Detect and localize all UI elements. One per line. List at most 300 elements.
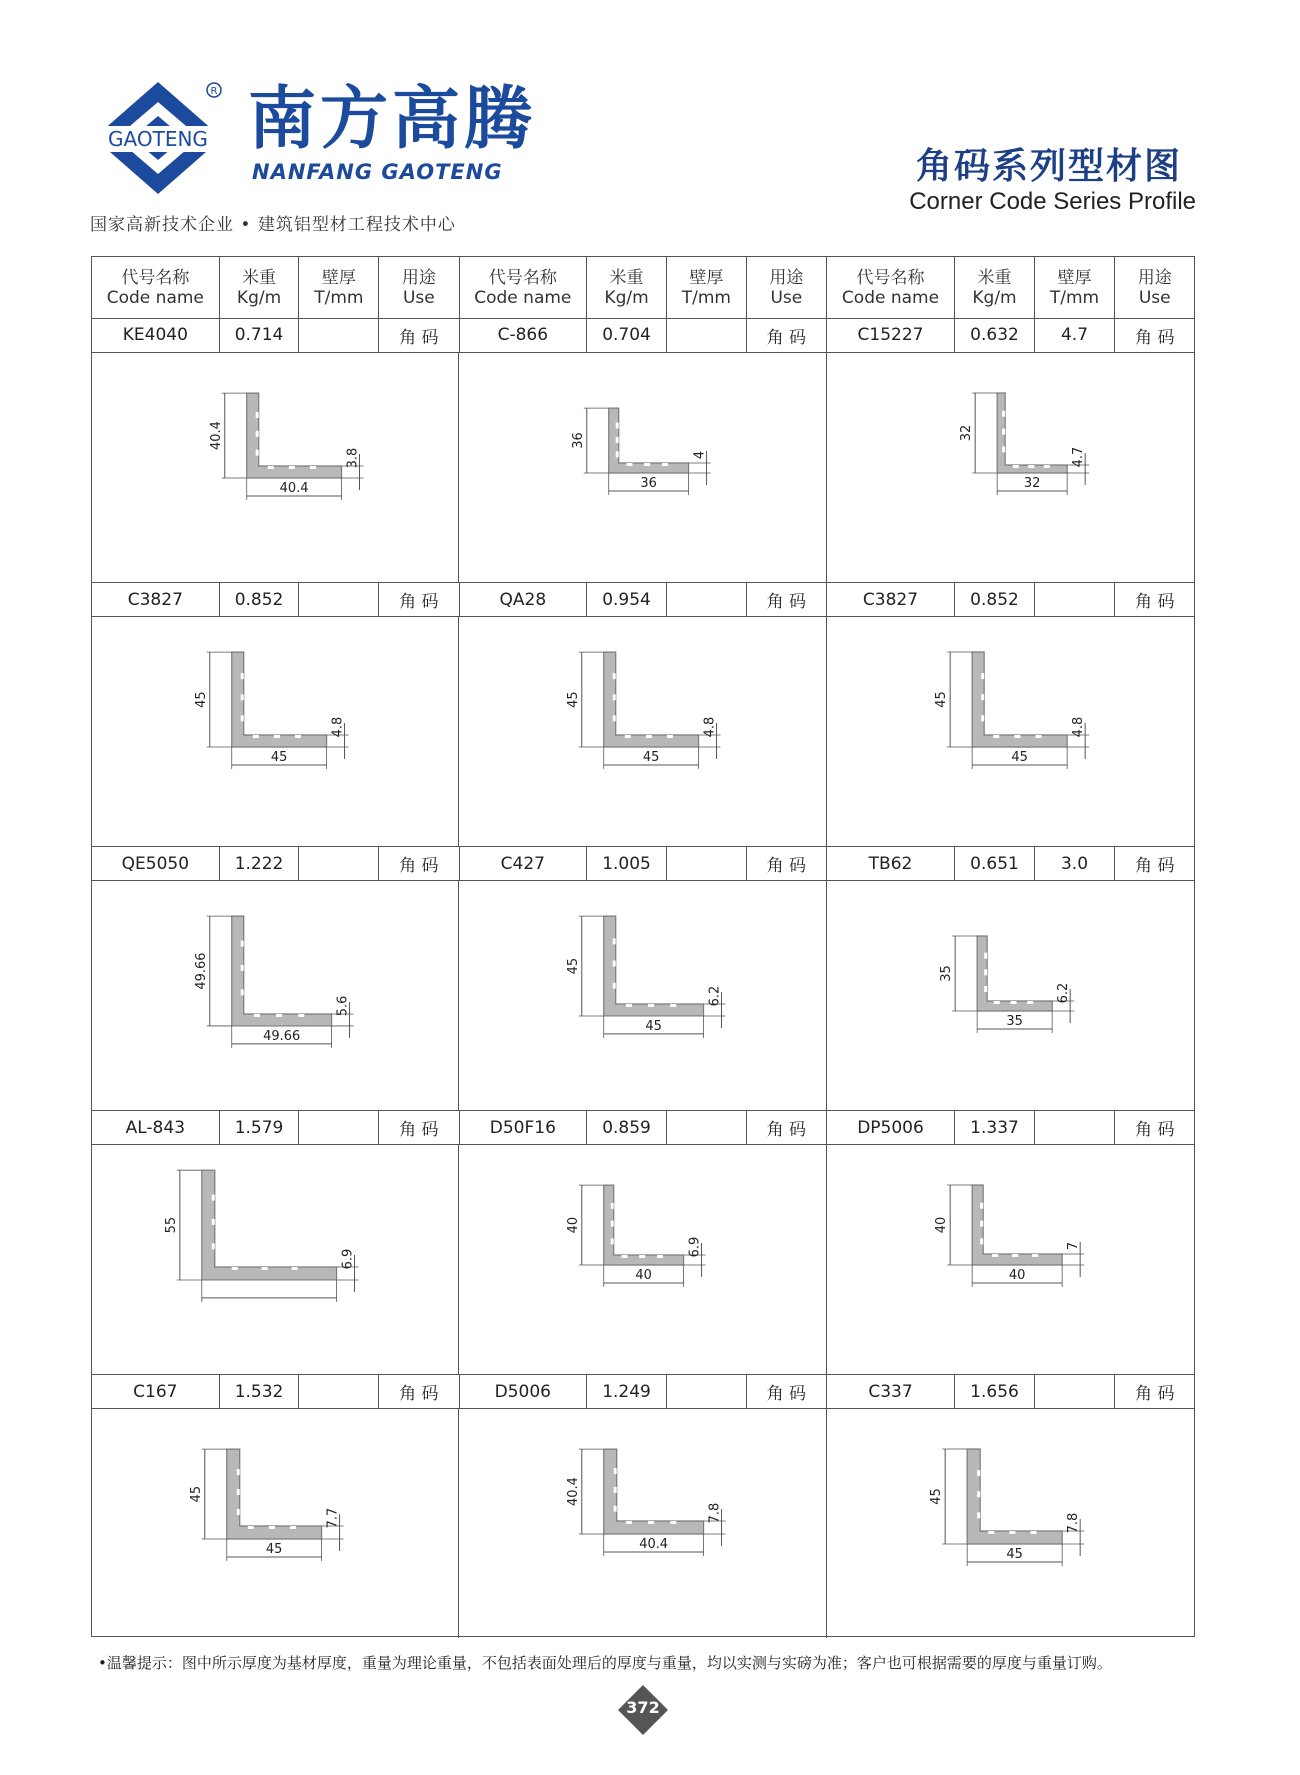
- groove-mark: [993, 735, 999, 738]
- groove-mark: [256, 431, 259, 437]
- use-value: 角 码: [399, 1120, 439, 1140]
- code-name: AL-843: [92, 1111, 220, 1144]
- header-use: [379, 257, 458, 318]
- header-thickness-line: 壁厚: [1057, 267, 1092, 288]
- groove-mark: [256, 412, 259, 418]
- code-name: C3827: [92, 583, 220, 616]
- height-label: 35: [938, 965, 954, 982]
- header-use-line: Use: [1138, 287, 1171, 308]
- profile-row: [92, 318, 1194, 582]
- groove-mark: [310, 466, 316, 469]
- code-name: C337: [827, 1375, 955, 1408]
- svg-text:R: R: [210, 86, 218, 97]
- drawing-row: [92, 881, 1194, 1110]
- header-name: [827, 257, 955, 318]
- weight-value: 1.222: [220, 847, 300, 880]
- header-weight-line: Kg/m: [236, 287, 282, 308]
- code-name: C-866: [460, 318, 588, 352]
- l-profile-shape: [227, 1449, 322, 1539]
- code-name: D50F16: [460, 1111, 588, 1144]
- groove-mark: [298, 1014, 304, 1017]
- thickness-value: 3.0: [1035, 847, 1115, 880]
- groove-mark: [977, 1470, 980, 1476]
- use-value: 角 码: [399, 856, 439, 876]
- weight-value: 1.249: [587, 1375, 667, 1408]
- angle-profile-drawing: [827, 353, 1194, 582]
- thickness-value: [299, 583, 379, 616]
- logo-text: GAOTENG: [108, 127, 208, 151]
- angle-profile-drawing: [459, 1409, 825, 1638]
- groove-mark: [241, 715, 244, 721]
- profile-drawing: [459, 353, 826, 582]
- groove-mark: [613, 983, 616, 989]
- groove-mark: [290, 1526, 296, 1529]
- width-label: 40: [1008, 1268, 1026, 1283]
- header-name-line: 代号名称: [856, 267, 925, 288]
- header-thickness: [667, 257, 747, 318]
- groove-mark: [232, 1267, 238, 1270]
- groove-mark: [1002, 429, 1005, 435]
- use-value: 角 码: [1135, 856, 1175, 876]
- groove-mark: [268, 466, 274, 469]
- groove-mark: [616, 423, 619, 429]
- angle-profile-drawing: [827, 1145, 1194, 1374]
- groove-mark: [1032, 1254, 1038, 1257]
- header-use-line: 用途: [401, 267, 436, 288]
- width-label: 45: [265, 1541, 283, 1557]
- height-label: 45: [933, 691, 949, 708]
- width-label: 40: [635, 1267, 653, 1283]
- header-weight-line: Kg/m: [604, 287, 649, 308]
- profile-drawing: [827, 617, 1194, 846]
- header-name-line: Code name: [841, 287, 940, 308]
- header-name-line: Code name: [474, 287, 572, 308]
- groove-mark: [237, 1509, 240, 1515]
- thickness-label: 6.2: [707, 985, 723, 1007]
- profile-catalog-table: [91, 256, 1195, 1637]
- groove-mark: [1043, 465, 1049, 468]
- height-label: 40: [566, 1216, 582, 1234]
- code-name: C3827: [827, 583, 955, 616]
- thickness-label: 7.7: [325, 1507, 341, 1529]
- groove-mark: [269, 1526, 275, 1529]
- groove-mark: [645, 463, 651, 466]
- weight-value: 0.859: [587, 1111, 667, 1144]
- groove-mark: [254, 1014, 260, 1017]
- groove-mark: [1012, 465, 1018, 468]
- spec-row: [92, 846, 1194, 881]
- header-thickness-line: T/mm: [314, 287, 364, 308]
- header-name-line: 代号名称: [121, 267, 190, 288]
- l-profile-shape: [232, 916, 332, 1026]
- drawing-row: [92, 617, 1194, 846]
- height-label: 45: [188, 1485, 204, 1503]
- brand-name-en: NANFANG GAOTENG: [252, 160, 503, 184]
- angle-profile-drawing: [92, 1409, 458, 1638]
- groove-mark: [292, 1267, 298, 1270]
- groove-mark: [613, 694, 616, 700]
- groove-mark: [981, 715, 984, 721]
- groove-mark: [616, 451, 619, 457]
- groove-mark: [241, 941, 244, 947]
- code-name: KE4040: [92, 318, 220, 352]
- header-use: [747, 257, 826, 318]
- angle-profile-drawing: [92, 881, 458, 1110]
- width-label: 45: [645, 1018, 663, 1034]
- header-thickness: [299, 257, 379, 318]
- angle-profile-drawing: [92, 1145, 458, 1374]
- l-profile-shape: [997, 393, 1067, 473]
- header-name: [460, 257, 588, 318]
- weight-value: 1.532: [220, 1375, 300, 1408]
- thickness-value: [667, 1375, 747, 1408]
- header-use-line: 用途: [1137, 267, 1172, 288]
- spec-row: [92, 318, 1194, 353]
- groove-mark: [981, 673, 984, 679]
- thickness-value: [1035, 583, 1115, 616]
- profile-row: [92, 846, 1194, 1110]
- groove-mark: [1014, 735, 1020, 738]
- code-name: DP5006: [827, 1111, 955, 1144]
- profile-drawing: [92, 1409, 459, 1638]
- header-thickness-line: 壁厚: [689, 267, 724, 288]
- groove-mark: [256, 450, 259, 456]
- groove-mark: [625, 735, 631, 738]
- groove-mark: [237, 1469, 240, 1475]
- thickness-label: 7: [1065, 1241, 1081, 1251]
- groove-mark: [626, 1521, 632, 1524]
- l-profile-shape: [247, 393, 342, 478]
- code-name: TB62: [827, 847, 955, 880]
- l-profile-shape: [232, 652, 327, 747]
- header-weight: [220, 257, 300, 318]
- groove-mark: [981, 694, 984, 700]
- thickness-value: [299, 318, 379, 352]
- l-profile-shape: [604, 1185, 684, 1265]
- weight-value: 0.954: [587, 583, 667, 616]
- groove-mark: [980, 1221, 983, 1227]
- groove-mark: [212, 1243, 215, 1249]
- header-use-line: Use: [770, 287, 803, 308]
- groove-mark: [640, 1255, 646, 1258]
- groove-mark: [992, 1254, 998, 1257]
- groove-mark: [1010, 1001, 1016, 1004]
- profile-row: [92, 582, 1194, 846]
- groove-mark: [977, 1491, 980, 1497]
- thickness-value: [667, 847, 747, 880]
- thickness-label: 6.9: [687, 1236, 703, 1258]
- angle-profile-drawing: [459, 881, 825, 1110]
- angle-profile-drawing: [459, 617, 825, 846]
- l-profile-shape: [604, 916, 704, 1016]
- height-label: 45: [928, 1488, 944, 1505]
- code-name: C427: [460, 847, 588, 880]
- weight-value: 0.651: [955, 847, 1035, 880]
- thickness-value: [667, 318, 747, 352]
- height-label: 45: [193, 691, 209, 708]
- profile-drawing: [827, 881, 1194, 1110]
- groove-mark: [980, 1238, 983, 1244]
- weight-value: 0.852: [955, 583, 1035, 616]
- profile-row: [92, 1110, 1194, 1374]
- groove-mark: [648, 1004, 654, 1007]
- groove-mark: [988, 1531, 994, 1534]
- use-value: 角 码: [1135, 1120, 1175, 1140]
- header-use-line: Use: [402, 287, 435, 308]
- groove-mark: [613, 961, 616, 967]
- height-label: 40: [933, 1216, 949, 1234]
- thickness-value: [299, 1111, 379, 1144]
- height-label: 36: [571, 432, 587, 449]
- groove-mark: [616, 437, 619, 443]
- width-label: 45: [643, 749, 660, 765]
- code-name: QE5050: [92, 847, 220, 880]
- groove-mark: [1030, 1531, 1036, 1534]
- spec-row: [92, 1374, 1194, 1409]
- header-name-line: Code name: [106, 287, 204, 308]
- groove-mark: [614, 1468, 617, 1474]
- weight-value: 1.337: [955, 1111, 1035, 1144]
- header-weight-line: 米重: [977, 267, 1012, 288]
- groove-mark: [212, 1219, 215, 1225]
- groove-mark: [295, 735, 301, 738]
- width-label: 45: [1006, 1547, 1023, 1562]
- groove-mark: [289, 466, 295, 469]
- header-thickness-line: T/mm: [1049, 287, 1100, 308]
- header-thickness-line: 壁厚: [321, 267, 356, 288]
- use-value: 角 码: [766, 1120, 807, 1140]
- width-label: 36: [640, 475, 658, 491]
- l-profile-shape: [972, 652, 1067, 747]
- groove-mark: [274, 735, 280, 738]
- groove-mark: [671, 1004, 677, 1007]
- groove-mark: [977, 1512, 980, 1518]
- height-label: 45: [566, 957, 582, 975]
- use-value: 角 码: [399, 1384, 439, 1404]
- groove-mark: [980, 1203, 983, 1209]
- profile-drawing: [459, 617, 826, 846]
- groove-mark: [984, 953, 987, 959]
- groove-mark: [1035, 735, 1041, 738]
- use-value: 角 码: [399, 327, 439, 348]
- groove-mark: [241, 989, 244, 995]
- profile-drawing: [827, 1145, 1194, 1374]
- width-label: 45: [1011, 750, 1028, 765]
- height-label: 32: [958, 424, 974, 442]
- groove-mark: [1028, 465, 1034, 468]
- code-name: C167: [92, 1375, 220, 1408]
- drawing-row: [92, 1145, 1194, 1374]
- groove-mark: [671, 1521, 677, 1524]
- groove-mark: [993, 1001, 999, 1004]
- thickness-label: 4: [692, 450, 708, 460]
- thickness-label: 4.8: [702, 716, 718, 738]
- groove-mark: [648, 1521, 654, 1524]
- spec-row: [92, 1110, 1194, 1145]
- width-label: 35: [1006, 1014, 1023, 1029]
- header-weight: [955, 257, 1035, 318]
- groove-mark: [611, 1238, 614, 1244]
- width-label: 40.4: [639, 1536, 669, 1552]
- groove-mark: [662, 463, 668, 466]
- profile-drawing: [459, 1409, 826, 1638]
- thickness-label: 3.8: [345, 447, 361, 469]
- l-profile-shape: [604, 652, 699, 747]
- groove-mark: [622, 1255, 628, 1258]
- l-profile-shape: [977, 936, 1052, 1011]
- header-weight-line: 米重: [609, 267, 644, 288]
- page-subtitle: Corner Code Series Profile: [909, 188, 1196, 215]
- code-name: C15227: [827, 318, 955, 352]
- height-label: 45: [566, 691, 582, 708]
- thickness-value: 4.7: [1035, 318, 1115, 352]
- use-value: 角 码: [766, 592, 807, 612]
- tagline: 国家高新技术企业 • 建筑铝型材工程技术中心: [90, 215, 456, 235]
- angle-profile-drawing: [827, 1409, 1194, 1638]
- header-weight-line: 米重: [242, 267, 277, 288]
- header-thickness-line: T/mm: [681, 287, 731, 308]
- height-label: 40.4: [566, 1477, 582, 1507]
- width-label: 40.4: [279, 480, 309, 496]
- angle-profile-drawing: [827, 881, 1194, 1110]
- use-value: 角 码: [1135, 1384, 1175, 1404]
- groove-mark: [241, 965, 244, 971]
- groove-mark: [262, 1267, 268, 1270]
- groove-mark: [1002, 446, 1005, 452]
- profile-drawing: [92, 353, 459, 582]
- groove-mark: [613, 938, 616, 944]
- groove-mark: [1009, 1531, 1015, 1534]
- angle-profile-drawing: [827, 617, 1194, 846]
- groove-mark: [613, 715, 616, 721]
- thickness-value: [667, 583, 747, 616]
- header-use: [1115, 257, 1195, 318]
- use-value: 角 码: [766, 856, 807, 876]
- header-name-line: 代号名称: [488, 267, 557, 288]
- profile-drawing: [827, 353, 1194, 582]
- weight-value: 0.632: [955, 318, 1035, 352]
- groove-mark: [1027, 1001, 1033, 1004]
- thickness-label: 4.8: [330, 716, 346, 738]
- thickness-label: 4.7: [1070, 446, 1086, 468]
- angle-profile-drawing: [459, 353, 825, 582]
- header-thickness: [1035, 257, 1115, 318]
- thickness-value: [1035, 1375, 1115, 1408]
- thickness-label: 4.8: [1070, 716, 1086, 738]
- groove-mark: [614, 1506, 617, 1512]
- groove-mark: [657, 1255, 663, 1258]
- weight-value: 0.852: [220, 583, 300, 616]
- groove-mark: [984, 969, 987, 975]
- use-value: 角 码: [766, 327, 807, 348]
- header-weight-line: Kg/m: [972, 287, 1017, 308]
- drawing-row: [92, 1409, 1194, 1638]
- groove-mark: [248, 1526, 254, 1529]
- width-label: 49.66: [263, 1028, 301, 1044]
- groove-mark: [212, 1195, 215, 1201]
- use-value: 角 码: [766, 1384, 807, 1404]
- header-use-line: 用途: [769, 267, 804, 288]
- weight-value: 1.005: [587, 847, 667, 880]
- height-label: 40.4: [208, 421, 224, 451]
- groove-mark: [667, 735, 673, 738]
- code-name: QA28: [460, 583, 588, 616]
- groove-mark: [646, 735, 652, 738]
- groove-mark: [614, 1487, 617, 1493]
- groove-mark: [237, 1489, 240, 1495]
- header-weight: [587, 257, 667, 318]
- profile-drawing: [459, 881, 826, 1110]
- profile-drawing: [92, 881, 459, 1110]
- width-label: 45: [270, 749, 288, 765]
- thickness-label: 7.8: [707, 1502, 723, 1524]
- page-title: 角码系列型材图: [915, 146, 1182, 187]
- weight-value: 0.704: [587, 318, 667, 352]
- groove-mark: [241, 673, 244, 679]
- width-label: 32: [1023, 476, 1041, 491]
- groove-mark: [611, 1221, 614, 1227]
- weight-value: 1.656: [955, 1375, 1035, 1408]
- weight-value: 1.579: [220, 1111, 300, 1144]
- groove-mark: [611, 1203, 614, 1209]
- thickness-label: 7.8: [1065, 1512, 1081, 1534]
- l-profile-shape: [202, 1170, 337, 1280]
- use-value: 角 码: [399, 592, 439, 612]
- weight-value: 0.714: [220, 318, 300, 352]
- gaoteng-logo: [88, 80, 228, 198]
- groove-mark: [276, 1014, 282, 1017]
- profile-drawing: [92, 1145, 459, 1374]
- footer-note: •温馨提示：图中所示厚度为基材厚度，重量为理论重量，不包括表面处理后的厚度与重量，均以实测与实磅为准；客户也可根据需要的厚度与重量订购。: [98, 1654, 1112, 1672]
- use-value: 角 码: [1135, 327, 1175, 348]
- thickness-value: [299, 847, 379, 880]
- profile-drawing: [459, 1145, 826, 1374]
- code-name: D5006: [460, 1375, 588, 1408]
- groove-mark: [241, 694, 244, 700]
- drawing-row: [92, 353, 1194, 582]
- groove-mark: [1012, 1254, 1018, 1257]
- groove-mark: [627, 463, 633, 466]
- height-label: 49.66: [193, 952, 209, 990]
- spec-row: [92, 582, 1194, 617]
- height-label: 55: [163, 1216, 179, 1234]
- profile-drawing: [827, 1409, 1194, 1638]
- thickness-label: 6.2: [1055, 982, 1071, 1004]
- table-header-row: [92, 257, 1194, 319]
- brand-name-cn: 南方高腾: [248, 80, 537, 159]
- thickness-value: [299, 1375, 379, 1408]
- groove-mark: [984, 986, 987, 992]
- profile-row: [92, 1374, 1194, 1638]
- profile-drawing: [92, 617, 459, 846]
- l-profile-shape: [967, 1449, 1062, 1544]
- use-value: 角 码: [1135, 592, 1175, 612]
- header-name: [92, 257, 220, 318]
- groove-mark: [1002, 411, 1005, 417]
- groove-mark: [613, 673, 616, 679]
- thickness-label: 5.6: [335, 995, 351, 1017]
- thickness-value: [667, 1111, 747, 1144]
- thickness-value: [1035, 1111, 1115, 1144]
- groove-mark: [626, 1004, 632, 1007]
- angle-profile-drawing: [92, 617, 458, 846]
- page-number: 372: [626, 1698, 660, 1717]
- angle-profile-drawing: [92, 353, 458, 582]
- thickness-label: 6.9: [340, 1248, 356, 1270]
- groove-mark: [253, 735, 259, 738]
- angle-profile-drawing: [459, 1145, 825, 1374]
- l-profile-shape: [972, 1185, 1062, 1265]
